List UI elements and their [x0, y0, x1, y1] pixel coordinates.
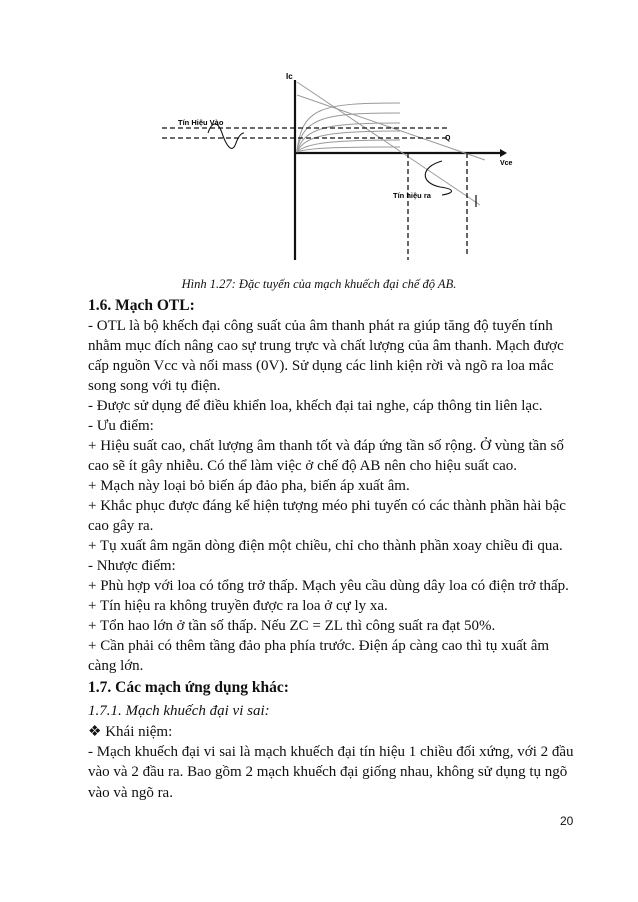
- load-line-1: [297, 82, 480, 205]
- text-line: + Khắc phục được đáng kể hiện tượng méo phi tuyến có các thành phần hài bậc: [88, 498, 566, 514]
- figure-caption: Hình 1.27: Đặc tuyến của mạch khuếch đại chế độ AB.: [181, 277, 457, 291]
- page-number: 20: [560, 814, 574, 828]
- text-line: song song với tụ điện.: [88, 378, 221, 394]
- text-line: cao gây ra.: [88, 518, 154, 534]
- text-line: vào và 2 đầu ra. Bao gồm 2 mạch khuếch đại giống nhau, không sử dụng tụ ngõ: [88, 764, 568, 780]
- text-line: + Cần phải có thêm tầng đảo pha phía trước. Điện áp càng cao thì tụ xuất âm: [88, 638, 550, 654]
- vce-axis-label: Vce: [500, 160, 513, 167]
- text-line: - Ưu điểm:: [88, 418, 154, 434]
- q-point-label: Q: [445, 135, 451, 142]
- section-heading: 1.7. Các mạch ứng dụng khác:: [88, 679, 289, 696]
- section-heading: 1.7.1. Mạch khuếch đại vi sai:: [88, 703, 270, 719]
- text-line: - Mạch khuếch đại vi sai là mạch khuếch đại tín hiệu 1 chiều đối xứng, với 2 đầu: [88, 744, 574, 760]
- output-signal-label: Tín hiệu ra: [393, 191, 431, 200]
- text-line: nhằm mục đích nâng cao sự trung trực và chất lượng của âm thanh. Mạch được: [88, 338, 564, 354]
- section-heading: 1.6. Mạch OTL:: [88, 297, 195, 314]
- text-line: - Được sử dụng để điều khiển loa, khếch đại tai nghe, cáp thông tin liên lạc.: [88, 398, 543, 414]
- input-signal-label: Tín Hiệu Vào: [178, 118, 224, 127]
- text-line: ❖ Khái niệm:: [88, 724, 173, 740]
- text-line: + Tín hiệu ra không truyền được ra loa ở cự ly xa.: [88, 598, 388, 614]
- text-line: + Hiệu suất cao, chất lượng âm thanh tốt và đáp ứng tần số rộng. Ở vùng tần số: [88, 438, 564, 454]
- text-line: - OTL là bộ khếch đại công suất của âm thanh phát ra giúp tăng độ tuyến tính: [88, 318, 553, 334]
- text-line: + Tổn hao lớn ở tần số thấp. Nếu ZC = ZL thì công suất ra đạt 50%.: [88, 618, 496, 634]
- text-line: + Tụ xuất âm ngăn dòng điện một chiều, chỉ cho thành phần xoay chiều đi qua.: [88, 538, 563, 554]
- text-line: cấp nguồn Vcc và nối mass (0V). Sử dụng các linh kiện rời và ngõ ra loa mắc: [88, 358, 554, 374]
- text-line: cao sẽ ít gây nhiễu. Có thể làm việc ở chế độ AB nên cho hiệu suất cao.: [88, 458, 518, 474]
- text-line: + Phù hợp với loa có tổng trở thấp. Mạch yêu cầu dùng dây loa có điện trở thấp.: [88, 578, 569, 594]
- ic-axis-label: Ic: [286, 72, 293, 81]
- text-line: càng lớn.: [88, 658, 144, 674]
- text-line: + Mạch này loại bỏ biến áp đảo pha, biến áp xuất âm.: [88, 478, 410, 494]
- ab-amplifier-characteristic-figure: [150, 55, 530, 270]
- text-line: - Nhược điểm:: [88, 558, 176, 574]
- text-line: vào và ngõ ra.: [88, 785, 173, 801]
- output-signal-wave: [425, 161, 451, 195]
